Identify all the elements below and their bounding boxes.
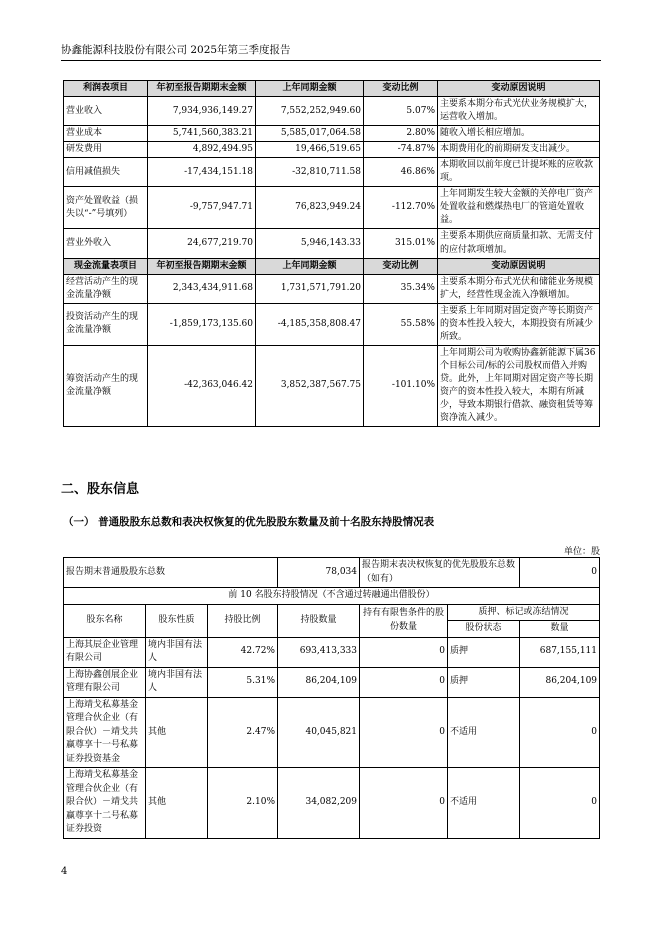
prior-amount-cell: -32,810,711.58 [256, 158, 364, 187]
table-row [64, 274, 600, 303]
current-amount-cell: -1,859,173,135.60 [148, 303, 256, 345]
table-header-cell: 年初至报告期期末金额 [148, 81, 256, 97]
reason-cell: 主要系上年同期对固定资产等长期资产的资本性投入较大，本期投资有所减少所致。 [438, 303, 600, 345]
table-header-cell: 变动原因说明 [438, 81, 600, 97]
holding-ratio: 5.31% [208, 667, 278, 697]
col-header-restricted: 持有有限售条件的股份数量 [360, 604, 448, 637]
income-header-row [64, 81, 600, 97]
item-cell: 营业外收入 [64, 229, 148, 258]
change-ratio-cell: -112.70% [364, 187, 438, 229]
current-amount-cell: 7,934,936,149.27 [148, 97, 256, 126]
change-ratio-cell: 55.58% [364, 303, 438, 345]
col-header-nature: 股东性质 [146, 604, 208, 637]
total-value: 78,034 [278, 558, 360, 588]
reason-cell: 主要系本期分布式光伏业务规模扩大，运营收入增加。 [438, 97, 600, 126]
restricted-quantity: 0 [360, 697, 448, 768]
col-header-pledge-quantity: 数量 [520, 621, 600, 638]
prior-amount-cell: -4,185,358,808.47 [256, 303, 364, 345]
pledge-status: 质押 [448, 667, 520, 697]
col-header-name: 股东名称 [64, 604, 146, 637]
table-header-cell: 变动比例 [364, 258, 438, 274]
pledge-quantity: 86,204,109 [520, 667, 600, 697]
holding-ratio: 2.10% [208, 768, 278, 839]
reason-cell: 主要系本期供应商质量扣款、无需支付的应付款项增加。 [438, 229, 600, 258]
restricted-quantity: 0 [360, 637, 448, 667]
table-row [64, 345, 600, 426]
reason-cell: 上年同期公司为收购协鑫新能源下属36个目标公司/标的公司股权而借入并购贷。此外，上年同期对固定资产等长期资产的资本性投入较大，本期有所减少，导致本期银行借款、融资租赁等筹资净流入减少。 [438, 345, 600, 426]
preferred-label: 报告期末表决权恢复的优先股股东总数（如有） [360, 558, 520, 588]
current-amount-cell: -17,434,151.18 [148, 158, 256, 187]
change-ratio-cell: 35.34% [364, 274, 438, 303]
table-row [64, 187, 600, 229]
shareholder-nature: 其他 [146, 768, 208, 839]
table-row [64, 637, 600, 667]
reason-cell: 上年同期发生较大金额的关停电厂资产处置收益和燃煤热电厂的管道处置收益。 [438, 187, 600, 229]
item-cell: 筹资活动产生的现金流量净额 [64, 345, 148, 426]
table-header-cell: 现金流量表项目 [64, 258, 148, 274]
top10-title: 前 10 名股东持股情况（不含通过转融通出借股份） [64, 588, 600, 605]
change-ratio-cell: -74.87% [364, 142, 438, 158]
table-header-cell: 上年同期金额 [256, 81, 364, 97]
current-amount-cell: 2,343,434,911.68 [148, 274, 256, 303]
table-header-cell: 变动比例 [364, 81, 438, 97]
prior-amount-cell: 76,823,949.24 [256, 187, 364, 229]
col-header-ratio: 持股比例 [208, 604, 278, 637]
unit-label: 单位：股 [563, 547, 600, 557]
col-header-status: 股份状态 [448, 621, 520, 638]
shareholder-nature: 境内非国有法人 [146, 667, 208, 697]
change-ratio-cell: -101.10% [364, 345, 438, 426]
report-header: 协鑫能源科技股份有限公司 2025年第三季度报告 [61, 44, 291, 56]
item-cell: 投资活动产生的现金流量净额 [64, 303, 148, 345]
item-cell: 经营活动产生的现金流量净额 [64, 274, 148, 303]
item-cell: 营业成本 [64, 126, 148, 142]
section-title: 二、股东信息 [61, 482, 140, 497]
table-header-cell: 利润表项目 [64, 81, 148, 97]
holding-ratio: 42.72% [208, 637, 278, 667]
sub-section-title: （一） 普通股股东总数和表决权恢复的优先股股东数量及前十名股东持股情况表 [63, 516, 435, 528]
holding-quantity: 40,045,821 [278, 697, 360, 768]
change-ratio-cell: 315.01% [364, 229, 438, 258]
table-row [64, 667, 600, 697]
prior-amount-cell: 5,946,143.33 [256, 229, 364, 258]
prior-amount-cell: 5,585,017,064.58 [256, 126, 364, 142]
table-row [64, 768, 600, 839]
shareholder-nature: 其他 [146, 697, 208, 768]
reason-cell: 主要系本期分布式光伏和储能业务规模扩大，经营性现金流入净额增加。 [438, 274, 600, 303]
change-ratio-cell: 5.07% [364, 97, 438, 126]
table-row [64, 303, 600, 345]
top10-title-row [64, 588, 600, 605]
table-row [64, 126, 600, 142]
col-header-pledge: 质押、标记或冻结情况 [448, 604, 600, 621]
holding-quantity: 86,204,109 [278, 667, 360, 697]
change-ratio-cell: 46.86% [364, 158, 438, 187]
shareholder-name: 上海协鑫创展企业管理有限公司 [64, 667, 146, 697]
table-header-cell: 变动原因说明 [438, 258, 600, 274]
shareholder-table [63, 557, 600, 839]
shareholder-name: 上海其辰企业管理有限公司 [64, 637, 146, 667]
table-header-cell: 上年同期金额 [256, 258, 364, 274]
item-cell: 资产处置收益（损失以“-”号填列） [64, 187, 148, 229]
shareholder-name: 上海靖戈私募基金管理合伙企业（有限合伙）－靖戈共赢尊享十一号私募证券投资基金 [64, 697, 146, 768]
pledge-quantity: 0 [520, 768, 600, 839]
holding-quantity: 693,413,333 [278, 637, 360, 667]
pledge-quantity: 687,155,111 [520, 637, 600, 667]
item-cell: 研发费用 [64, 142, 148, 158]
prior-amount-cell: 1,731,571,791.20 [256, 274, 364, 303]
pledge-status: 质押 [448, 637, 520, 667]
change-ratio-cell: 2.80% [364, 126, 438, 142]
col-header-quantity: 持股数量 [278, 604, 360, 637]
table-row [64, 142, 600, 158]
item-cell: 营业收入 [64, 97, 148, 126]
reason-cell: 本期收回以前年度已计提坏账的应收款项。 [438, 158, 600, 187]
holding-ratio: 2.47% [208, 697, 278, 768]
column-header-row [64, 604, 600, 621]
cashflow-header-row [64, 258, 600, 274]
table-row [64, 97, 600, 126]
current-amount-cell: 5,741,560,383.21 [148, 126, 256, 142]
current-amount-cell: 4,892,494.95 [148, 142, 256, 158]
current-amount-cell: -42,363,046.42 [148, 345, 256, 426]
restricted-quantity: 0 [360, 667, 448, 697]
table-row [64, 158, 600, 187]
prior-amount-cell: 3,852,387,567.75 [256, 345, 364, 426]
item-cell: 信用减值损失 [64, 158, 148, 187]
total-label: 报告期末普通股股东总数 [64, 558, 278, 588]
reason-cell: 随收入增长相应增加。 [438, 126, 600, 142]
pledge-status: 不适用 [448, 768, 520, 839]
holding-quantity: 34,082,209 [278, 768, 360, 839]
table-header-cell: 年初至报告期期末金额 [148, 258, 256, 274]
shareholder-total-row [64, 558, 600, 588]
prior-amount-cell: 19,466,519.65 [256, 142, 364, 158]
prior-amount-cell: 7,552,252,949.60 [256, 97, 364, 126]
pledge-quantity: 0 [520, 697, 600, 768]
current-amount-cell: -9,757,947.71 [148, 187, 256, 229]
header-rule [61, 60, 601, 61]
shareholder-nature: 境内非国有法人 [146, 637, 208, 667]
pledge-status: 不适用 [448, 697, 520, 768]
preferred-value: 0 [520, 558, 600, 588]
current-amount-cell: 24,677,219.70 [148, 229, 256, 258]
table-row [64, 229, 600, 258]
restricted-quantity: 0 [360, 768, 448, 839]
income-cashflow-table [63, 80, 600, 427]
table-row [64, 697, 600, 768]
page-number: 4 [61, 866, 68, 877]
reason-cell: 本期费用化的前期研发支出减少。 [438, 142, 600, 158]
shareholder-name: 上海靖戈私募基金管理合伙企业（有限合伙）－靖戈共赢尊享十二号私募证券投资 [64, 768, 146, 839]
